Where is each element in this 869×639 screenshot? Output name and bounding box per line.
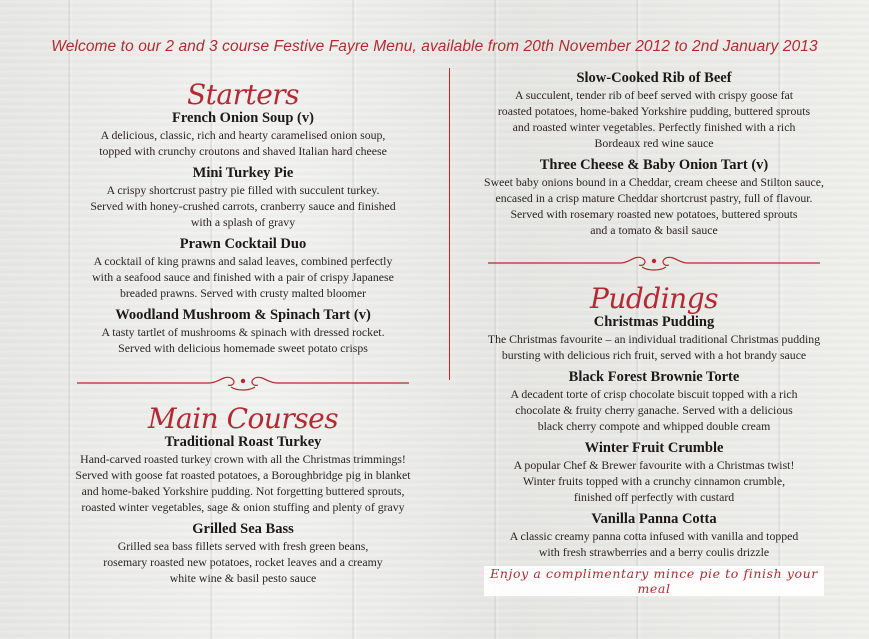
dish-name: Slow-Cooked Rib of Beef <box>576 70 732 86</box>
dish-grilled-sea-bass <box>48 521 438 586</box>
dish-description-line: and a tomato & basil sauce <box>590 223 718 237</box>
dish-description-line: A tasty tartlet of mushrooms & spinach with dressed rocket. <box>101 325 385 339</box>
dish-description-line: Winter fruits topped with a crunchy cinnamon crumble, <box>522 474 786 488</box>
dish-description-line: Served with goose fat roasted potatoes, a Boroughbridge pig in blanket <box>75 468 411 482</box>
dish-slow-cooked-rib-of-beef <box>462 70 846 151</box>
dish-description-line: rosemary roasted new potatoes, rocket leaves and a creamy <box>103 555 383 569</box>
main-courses-list-left <box>48 434 438 586</box>
dish-description-line: bursting with delicious rich fruit, served with a hot brandy sauce <box>501 348 807 362</box>
dish-description-line: Grilled sea bass fillets served with fresh green beans, <box>117 539 369 553</box>
puddings-title: Puddings <box>589 282 718 315</box>
dish-description-line: with a splash of gravy <box>190 215 296 229</box>
dish-woodland-mushroom-tart <box>48 307 438 356</box>
dish-winter-fruit-crumble <box>462 440 846 505</box>
dish-name: Traditional Roast Turkey <box>164 434 322 450</box>
dish-description-line: breaded prawns. Served with crusty malted bloomer <box>119 286 367 300</box>
dish-description-line: Served with honey-crushed carrots, cranberry sauce and finished <box>90 199 396 213</box>
dish-name: French Onion Soup (v) <box>172 110 314 126</box>
dish-description-line: with a seafood sauce and finished with a pair of crispy Japanese <box>92 270 394 284</box>
mince-pie-banner <box>484 566 824 596</box>
flourish-divider-icon <box>77 372 409 394</box>
dish-description-line: Sweet baby onions bound in a Cheddar, cream cheese and Stilton sauce, <box>484 175 824 189</box>
dish-description-line: A classic creamy panna cotta infused with vanilla and topped <box>509 529 799 543</box>
dish-description-line: Served with delicious homemade sweet potato crisps <box>118 341 368 355</box>
dish-description-line: roasted winter vegetables, sage & onion stuffing and plenty of gravy <box>81 500 405 514</box>
dish-name: Grilled Sea Bass <box>192 521 294 537</box>
dish-description-line: The Christmas favourite – an individual traditional Christmas pudding <box>487 332 821 346</box>
dish-description-line: and home-baked Yorkshire pudding. Not forgetting buttered sprouts, <box>81 484 405 498</box>
puddings-list <box>462 314 846 560</box>
main-courses-title: Main Courses <box>147 402 339 435</box>
dish-name: Three Cheese & Baby Onion Tart (v) <box>539 157 769 173</box>
dish-description-line: A delicious, classic, rich and hearty caramelised onion soup, <box>100 128 386 142</box>
dish-description-line: finished off perfectly with custard <box>573 490 735 504</box>
starters-list <box>48 110 438 356</box>
dish-name: Mini Turkey Pie <box>192 165 294 181</box>
dish-description-line: chocolate & fruity cherry ganache. Served with a delicious <box>515 403 793 417</box>
dish-vanilla-panna-cotta <box>462 511 846 560</box>
dish-description-line: roasted potatoes, home-baked Yorkshire pudding, buttered sprouts <box>497 104 811 118</box>
dish-description-line: black cherry compote and whipped double cream <box>537 419 771 433</box>
dish-description-line: A succulent, tender rib of beef served with crispy goose fat <box>514 88 794 102</box>
dish-description-line: encased in a crisp mature Cheddar shortcrust pastry, full of flavour. <box>495 191 813 205</box>
starters-title: Starters <box>186 78 300 111</box>
dish-french-onion-soup <box>48 110 438 159</box>
dish-description-line: A decadent torte of crisp chocolate biscuit topped with a rich <box>510 387 798 401</box>
main-courses-list-right <box>462 70 846 238</box>
dish-description-line: A cocktail of king prawns and salad leaves, combined perfectly <box>93 254 393 268</box>
dish-name: Christmas Pudding <box>593 314 715 330</box>
dish-description-line: Hand-carved roasted turkey crown with all the Christmas trimmings! <box>80 452 406 466</box>
dish-traditional-roast-turkey <box>48 434 438 515</box>
dish-mini-turkey-pie <box>48 165 438 230</box>
dish-description-line: and roasted winter vegetables. Perfectly finished with a rich <box>512 120 796 134</box>
dish-black-forest-brownie-torte <box>462 369 846 434</box>
dish-description-line: topped with crunchy croutons and shaved Italian hard cheese <box>99 144 387 158</box>
dish-description-line: A popular Chef & Brewer favourite with a Christmas twist! <box>513 458 795 472</box>
dish-christmas-pudding <box>462 314 846 363</box>
dish-name: Black Forest Brownie Torte <box>568 369 740 385</box>
menu-header: Welcome to our 2 and 3 course Festive Fayre Menu, available from 20th November 2012 to 2nd January 2013 <box>51 38 818 55</box>
dish-description-line: A crispy shortcrust pastry pie filled with succulent turkey. <box>106 183 380 197</box>
dish-name: Vanilla Panna Cotta <box>591 511 717 527</box>
left-column <box>48 62 438 592</box>
dish-name: Woodland Mushroom & Spinach Tart (v) <box>115 307 371 323</box>
flourish-divider-icon <box>488 252 820 274</box>
dish-description-line: Bordeaux red wine sauce <box>594 136 714 150</box>
mince-pie-banner-text: Enjoy a complimentary mince pie to finish your meal <box>490 566 818 596</box>
dish-description-line: white wine & basil pesto sauce <box>169 571 317 585</box>
right-column <box>462 70 846 596</box>
dish-prawn-cocktail-duo <box>48 236 438 301</box>
column-divider <box>449 68 450 380</box>
dish-description-line: with fresh strawberries and a berry coulis drizzle <box>538 545 770 559</box>
dish-name: Winter Fruit Crumble <box>584 440 724 456</box>
dish-description-line: Served with rosemary roasted new potatoes, buttered sprouts <box>510 207 798 221</box>
dish-name: Prawn Cocktail Duo <box>179 236 307 252</box>
dish-three-cheese-onion-tart <box>462 157 846 238</box>
